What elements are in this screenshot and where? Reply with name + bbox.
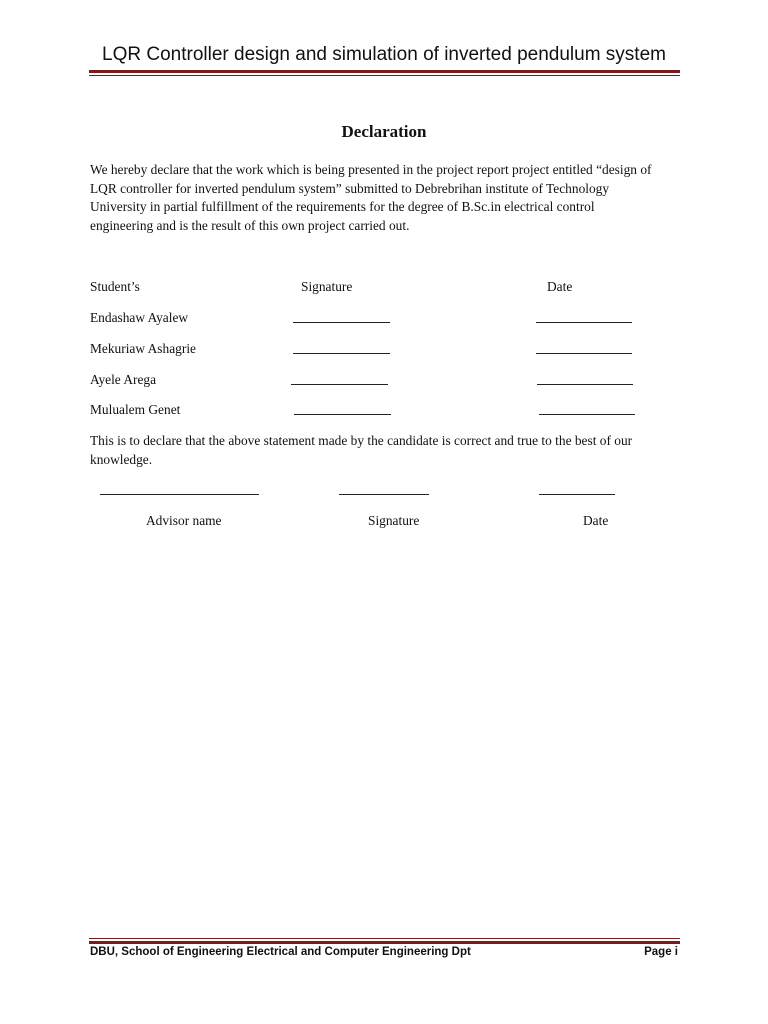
- signature-blank: [294, 414, 391, 415]
- column-header-students: Student’s: [90, 279, 140, 294]
- column-header-signature: Signature: [301, 279, 353, 294]
- student-name: Mekuriaw Ashagrie: [90, 341, 196, 356]
- advisor-name-label: Advisor name: [146, 513, 222, 528]
- student-name: Endashaw Ayalew: [90, 310, 189, 325]
- advisor-statement: [90, 432, 680, 469]
- section-heading: Declaration: [341, 122, 427, 141]
- header-rule-thick: [89, 70, 680, 73]
- date-blank: [536, 353, 632, 354]
- running-header-title: LQR Controller design and simulation of inverted pendulum system: [102, 44, 666, 65]
- student-name: Mulualem Genet: [90, 402, 181, 417]
- advisor-date-label: Date: [583, 513, 609, 528]
- date-blank: [537, 384, 633, 385]
- date-blank: [539, 414, 635, 415]
- advisor-statement-line: knowledge.: [90, 451, 153, 467]
- signature-blank: [293, 322, 390, 323]
- footer-rule-thin: [89, 938, 680, 939]
- column-header-date: Date: [547, 279, 573, 294]
- advisor-name-blank: [100, 494, 259, 495]
- advisor-date-blank: [539, 494, 615, 495]
- page-number: Page i: [644, 946, 678, 958]
- date-blank: [536, 322, 632, 323]
- student-name: Ayele Arega: [90, 372, 157, 387]
- advisor-statement-line: This is to declare that the above statement made by the candidate is correct and true to the best of our: [90, 433, 633, 448]
- footer-rule-thick: [89, 941, 680, 944]
- advisor-signature-label: Signature: [368, 513, 420, 528]
- declaration-paragraph: [90, 161, 680, 235]
- footer-department: DBU, School of Engineering Electrical and Computer Engineering Dpt: [90, 946, 471, 958]
- advisor-signature-blank: [339, 494, 429, 495]
- signature-blank: [293, 353, 390, 354]
- declaration-line: LQR controller for inverted pendulum system” submitted to Debrebrihan institute of Technology: [90, 180, 610, 196]
- signature-blank: [291, 384, 388, 385]
- declaration-line: University in partial fulfillment of the requirements for the degree of B.Sc.in electrical control: [90, 199, 595, 214]
- header-rule-thin: [89, 75, 680, 76]
- declaration-line: engineering and is the result of this own project carried out.: [90, 217, 410, 233]
- declaration-line: We hereby declare that the work which is being presented in the project report project entitled “design of: [90, 162, 652, 177]
